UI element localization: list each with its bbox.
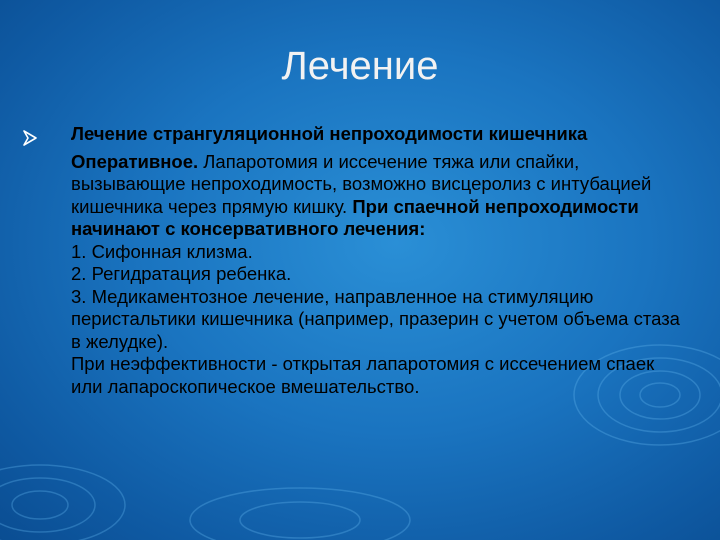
step-1: 1. Сифонная клизма.: [71, 240, 253, 262]
step-3: 3. Медикаментозное лечение, направленное на стимуляцию перистальтики кишечника (например, празерин с учетом объема стаза в желудке).: [71, 285, 680, 352]
surgical-label: Оперативное.: [71, 150, 199, 172]
adhesive-label: При спаечной непроходимости начинают с консервативного лечения:: [71, 195, 639, 239]
bullet-heading: Лечение странгуляционной непроходимости кишечника: [71, 123, 588, 144]
arrowhead-bullet-icon: [22, 130, 38, 146]
slide-title: Лечение: [281, 44, 439, 88]
ineffective-text: При неэффективности - открытая лапаротомия с иссечением спаек или лапароскопическое вмешательство.: [71, 353, 655, 397]
surgical-paragraph: [71, 151, 686, 241]
slide-body: [71, 123, 686, 398]
surgical-text: Лапаротомия и иссечение тяжа или спайки, вызывающие непроходимость, возможно висцеролиз с интубацией кишечника через прямую кишку.: [71, 150, 652, 217]
step-2: 2. Регидратация ребенка.: [71, 263, 292, 284]
